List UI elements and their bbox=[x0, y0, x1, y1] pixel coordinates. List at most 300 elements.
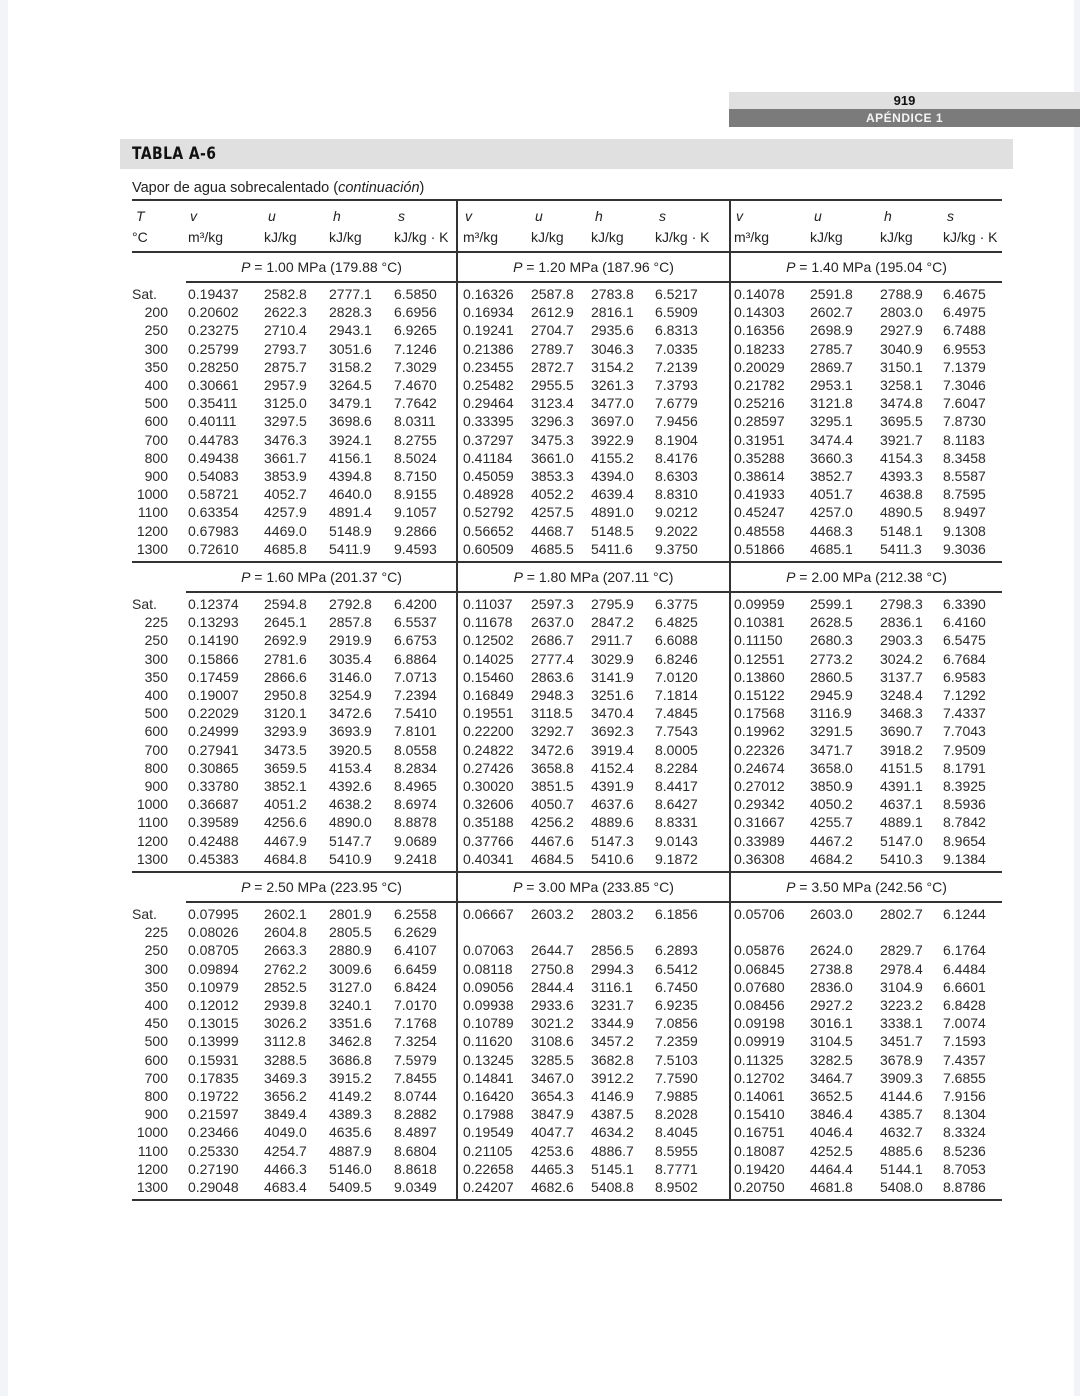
value-cell: 0.31951 bbox=[734, 431, 785, 448]
value-cell: 8.4965 bbox=[394, 778, 437, 794]
temperature-cell: 700 bbox=[144, 741, 168, 758]
value-cell: 4885.6 bbox=[880, 1142, 923, 1159]
value-cell: 3116.1 bbox=[591, 978, 633, 995]
value-cell: 4391.9 bbox=[591, 778, 634, 794]
value-cell: 4052.2 bbox=[531, 486, 574, 503]
value-cell: 6.9265 bbox=[394, 322, 437, 339]
value-cell: 2612.9 bbox=[531, 304, 574, 321]
temperature-cell: 400 bbox=[144, 377, 168, 393]
value-cell: 8.9654 bbox=[943, 832, 986, 849]
header-h-symbol: h bbox=[884, 208, 892, 224]
value-cell: 4393.3 bbox=[880, 468, 923, 484]
value-cell: 5147.0 bbox=[880, 832, 923, 849]
value-cell: 4387.5 bbox=[591, 1106, 634, 1123]
temperature-cell: 500 bbox=[144, 1033, 168, 1050]
value-cell: 4465.3 bbox=[531, 1160, 574, 1177]
pressure-label: P = 1.00 MPa (179.88 °C) bbox=[241, 259, 402, 275]
value-cell: 6.7684 bbox=[943, 650, 986, 667]
vertical-rule bbox=[729, 870, 731, 1199]
value-cell: 3009.6 bbox=[329, 960, 372, 977]
value-cell: 3231.7 bbox=[591, 997, 634, 1013]
header-s-unit: kJ/kg · K bbox=[655, 229, 710, 245]
value-cell: 6.5412 bbox=[655, 960, 698, 977]
value-cell: 3154.2 bbox=[591, 358, 634, 375]
value-cell: 5148.5 bbox=[591, 522, 634, 539]
value-cell: 8.7595 bbox=[943, 486, 986, 503]
value-cell: 3474.8 bbox=[880, 395, 923, 412]
value-cell: 0.35188 bbox=[463, 814, 514, 831]
pressure-label: P = 3.50 MPa (242.56 °C) bbox=[786, 879, 947, 895]
value-cell: 0.36687 bbox=[188, 796, 239, 813]
value-cell: 0.63354 bbox=[188, 504, 239, 521]
value-cell: 0.29464 bbox=[463, 395, 514, 412]
value-cell: 4682.6 bbox=[531, 1179, 574, 1195]
value-cell: 0.60509 bbox=[463, 540, 514, 557]
temperature-cell: 700 bbox=[144, 1069, 168, 1086]
vertical-rule bbox=[456, 560, 458, 871]
value-cell: 2686.7 bbox=[531, 632, 574, 649]
value-cell: 2582.8 bbox=[264, 286, 307, 302]
value-cell: 6.8864 bbox=[394, 650, 437, 667]
header-v-symbol: v bbox=[190, 208, 197, 224]
value-cell: 2953.1 bbox=[810, 377, 853, 393]
value-cell: 3108.6 bbox=[531, 1033, 574, 1050]
value-cell: 3116.9 bbox=[810, 705, 852, 722]
temperature-cell: Sat. bbox=[132, 906, 157, 922]
value-cell: 2945.9 bbox=[810, 687, 853, 703]
value-cell: 3464.7 bbox=[810, 1069, 853, 1086]
temperature-cell: 700 bbox=[144, 431, 168, 448]
value-cell: 2644.7 bbox=[531, 942, 574, 959]
value-cell: 0.09919 bbox=[734, 1033, 785, 1050]
value-cell: 8.0558 bbox=[394, 741, 437, 758]
value-cell: 3127.0 bbox=[329, 978, 372, 995]
value-cell: 3344.9 bbox=[591, 1015, 634, 1032]
value-cell: 6.2629 bbox=[394, 924, 437, 941]
value-cell: 3016.1 bbox=[810, 1015, 853, 1032]
value-cell: 6.3390 bbox=[943, 596, 986, 612]
value-cell: 6.1764 bbox=[943, 942, 986, 959]
value-cell: 3282.5 bbox=[810, 1051, 853, 1068]
temperature-cell: 1000 bbox=[136, 486, 168, 503]
value-cell: 7.7543 bbox=[655, 723, 698, 740]
temperature-cell: 900 bbox=[144, 1106, 168, 1123]
value-cell: 9.1384 bbox=[943, 850, 986, 867]
header-T-unit: °C bbox=[132, 229, 148, 245]
value-cell: 3297.5 bbox=[264, 413, 307, 430]
value-cell: 4886.7 bbox=[591, 1142, 634, 1159]
value-cell: 6.8246 bbox=[655, 650, 698, 667]
value-cell: 8.5587 bbox=[943, 468, 986, 484]
value-cell: 8.2028 bbox=[655, 1106, 698, 1123]
table-title-bar bbox=[120, 139, 1013, 169]
value-cell: 4051.2 bbox=[264, 796, 307, 813]
value-cell: 2805.5 bbox=[329, 924, 372, 941]
value-cell: 4467.6 bbox=[531, 832, 574, 849]
value-cell: 8.7842 bbox=[943, 814, 986, 831]
value-cell: 3029.9 bbox=[591, 650, 634, 667]
value-cell: 0.17835 bbox=[188, 1069, 239, 1086]
value-cell: 4469.0 bbox=[264, 522, 307, 539]
value-cell: 0.13015 bbox=[188, 1015, 239, 1032]
header-v-unit: m³/kg bbox=[734, 229, 769, 245]
temperature-cell: 300 bbox=[144, 960, 168, 977]
value-cell: 8.1183 bbox=[943, 431, 985, 448]
value-cell: 4684.5 bbox=[531, 850, 574, 867]
value-cell: 8.0744 bbox=[394, 1088, 437, 1104]
temperature-cell: Sat. bbox=[132, 286, 157, 302]
value-cell: 0.10381 bbox=[734, 614, 785, 631]
temperature-cell: 1300 bbox=[136, 540, 168, 557]
temperature-cell: 1000 bbox=[136, 796, 168, 813]
value-cell: 2587.8 bbox=[531, 286, 574, 302]
value-cell: 3291.5 bbox=[810, 723, 853, 740]
value-cell: 2828.3 bbox=[329, 304, 372, 321]
value-cell: 2777.4 bbox=[531, 650, 574, 667]
temperature-cell: 600 bbox=[144, 723, 168, 740]
value-cell: 8.6303 bbox=[655, 468, 698, 484]
value-cell: 7.3254 bbox=[394, 1033, 437, 1050]
value-cell: 0.06845 bbox=[734, 960, 785, 977]
value-cell: 0.22326 bbox=[734, 741, 785, 758]
value-cell: 0.13245 bbox=[463, 1051, 514, 1068]
value-cell: 5145.1 bbox=[591, 1160, 634, 1177]
value-cell: 5147.7 bbox=[329, 832, 372, 849]
value-cell: 2950.8 bbox=[264, 687, 307, 703]
value-cell: 2750.8 bbox=[531, 960, 574, 977]
value-cell: 6.7450 bbox=[655, 978, 698, 995]
value-cell: 6.5217 bbox=[655, 286, 698, 302]
value-cell: 4255.7 bbox=[810, 814, 853, 831]
temperature-cell: 500 bbox=[144, 705, 168, 722]
value-cell: 7.6855 bbox=[943, 1069, 986, 1086]
value-cell: 0.37297 bbox=[463, 431, 514, 448]
value-cell: 0.20602 bbox=[188, 304, 239, 321]
temperature-cell: 225 bbox=[144, 924, 168, 941]
value-cell: 0.33989 bbox=[734, 832, 785, 849]
value-cell: 9.2022 bbox=[655, 522, 698, 539]
value-cell: 4257.0 bbox=[810, 504, 853, 521]
value-cell: 7.1379 bbox=[943, 358, 986, 375]
value-cell: 3024.2 bbox=[880, 650, 923, 667]
value-cell: 5411.9 bbox=[329, 540, 371, 557]
value-cell: 0.45383 bbox=[188, 850, 239, 867]
value-cell: 3919.4 bbox=[591, 741, 634, 758]
value-cell: 0.11150 bbox=[734, 632, 783, 649]
value-cell: 2680.3 bbox=[810, 632, 853, 649]
value-cell: 3251.6 bbox=[591, 687, 634, 703]
value-cell: 2939.8 bbox=[264, 997, 307, 1013]
value-cell: 3920.5 bbox=[329, 741, 372, 758]
value-cell: 3921.7 bbox=[880, 431, 923, 448]
value-cell: 4632.7 bbox=[880, 1124, 923, 1141]
value-cell: 2645.1 bbox=[264, 614, 307, 631]
value-cell: 4257.9 bbox=[264, 504, 307, 521]
value-cell: 4639.4 bbox=[591, 486, 634, 503]
value-cell: 2781.6 bbox=[264, 650, 307, 667]
value-cell: 3692.3 bbox=[591, 723, 634, 740]
value-cell: 6.4484 bbox=[943, 960, 986, 977]
value-cell: 0.10789 bbox=[463, 1015, 514, 1032]
header-u-unit: kJ/kg bbox=[810, 229, 843, 245]
value-cell: 5409.5 bbox=[329, 1179, 372, 1195]
value-cell: 4152.4 bbox=[591, 759, 634, 776]
value-cell: 4149.2 bbox=[329, 1088, 372, 1104]
value-cell: 2594.8 bbox=[264, 596, 307, 612]
value-cell: 3850.9 bbox=[810, 778, 853, 794]
temperature-cell: 1200 bbox=[136, 522, 168, 539]
value-cell: 2856.5 bbox=[591, 942, 634, 959]
value-cell: 7.9885 bbox=[655, 1088, 698, 1104]
value-cell: 3288.5 bbox=[264, 1051, 307, 1068]
section-label: APÉNDICE 1 bbox=[729, 109, 1080, 127]
value-cell: 3472.6 bbox=[329, 705, 372, 722]
temperature-cell: 350 bbox=[144, 358, 168, 375]
value-cell: 4391.1 bbox=[880, 778, 923, 794]
value-cell: 6.8428 bbox=[943, 997, 986, 1013]
value-cell: 4634.2 bbox=[591, 1124, 634, 1141]
value-cell: 7.5979 bbox=[394, 1051, 437, 1068]
value-cell: 0.15866 bbox=[188, 650, 239, 667]
temperature-cell: 400 bbox=[144, 687, 168, 703]
value-cell: 0.22029 bbox=[188, 705, 239, 722]
value-cell: 6.9583 bbox=[943, 668, 986, 685]
value-cell: 9.2866 bbox=[394, 522, 437, 539]
value-cell: 0.54083 bbox=[188, 468, 239, 484]
horizontal-rule bbox=[132, 871, 1002, 873]
value-cell: 2792.8 bbox=[329, 596, 372, 612]
value-cell: 2933.6 bbox=[531, 997, 574, 1013]
value-cell: 3248.4 bbox=[880, 687, 923, 703]
value-cell: 6.4825 bbox=[655, 614, 698, 631]
pressure-label: P = 1.20 MPa (187.96 °C) bbox=[513, 259, 674, 275]
value-cell: 0.29048 bbox=[188, 1179, 239, 1195]
value-cell: 2872.7 bbox=[531, 358, 574, 375]
value-cell: 4392.6 bbox=[329, 778, 372, 794]
value-cell: 2624.0 bbox=[810, 942, 853, 959]
table-subtitle: Vapor de agua sobrecalentado (continuación) bbox=[132, 180, 425, 196]
header-v-unit: m³/kg bbox=[463, 229, 498, 245]
value-cell: 6.6459 bbox=[394, 960, 437, 977]
value-cell: 2603.0 bbox=[810, 906, 853, 922]
value-cell: 3469.3 bbox=[264, 1069, 307, 1086]
value-cell: 5410.3 bbox=[880, 850, 923, 867]
value-cell: 6.4160 bbox=[943, 614, 986, 631]
value-cell: 0.13293 bbox=[188, 614, 239, 631]
value-cell: 3922.9 bbox=[591, 431, 634, 448]
value-cell: 8.8786 bbox=[943, 1179, 986, 1195]
value-cell: 9.0143 bbox=[655, 832, 698, 849]
value-cell: 0.38614 bbox=[734, 468, 785, 484]
value-cell: 2816.1 bbox=[591, 304, 634, 321]
subtitle-note: continuación bbox=[338, 180, 420, 196]
value-cell: 3473.5 bbox=[264, 741, 307, 758]
value-cell: 4468.7 bbox=[531, 522, 574, 539]
value-cell: 7.5410 bbox=[394, 705, 437, 722]
value-cell: 4144.6 bbox=[880, 1088, 923, 1104]
value-cell: 4389.3 bbox=[329, 1106, 372, 1123]
value-cell: 0.27190 bbox=[188, 1160, 239, 1177]
value-cell: 0.24822 bbox=[463, 741, 514, 758]
horizontal-rule bbox=[132, 199, 1002, 201]
value-cell: 2927.2 bbox=[810, 997, 853, 1013]
value-cell: 8.5236 bbox=[943, 1142, 986, 1159]
value-cell: 4681.8 bbox=[810, 1179, 853, 1195]
value-cell: 4146.9 bbox=[591, 1088, 634, 1104]
value-cell: 0.24999 bbox=[188, 723, 239, 740]
value-cell: 5408.8 bbox=[591, 1179, 634, 1195]
value-cell: 3026.2 bbox=[264, 1015, 307, 1032]
value-cell: 3846.4 bbox=[810, 1106, 853, 1123]
value-cell: 7.1593 bbox=[943, 1033, 986, 1050]
value-cell: 6.6601 bbox=[943, 978, 986, 995]
value-cell: 9.1057 bbox=[394, 504, 437, 521]
value-cell: 3125.0 bbox=[264, 395, 307, 412]
value-cell: 8.1791 bbox=[943, 759, 986, 776]
value-cell: 7.3029 bbox=[394, 358, 437, 375]
temperature-cell: 1200 bbox=[136, 832, 168, 849]
value-cell: 0.15122 bbox=[734, 687, 785, 703]
value-cell: 0.14025 bbox=[463, 650, 514, 667]
pressure-label: P = 1.40 MPa (195.04 °C) bbox=[786, 259, 947, 275]
value-cell: 6.9553 bbox=[943, 340, 986, 357]
value-cell: 6.2558 bbox=[394, 906, 437, 922]
value-cell: 8.4045 bbox=[655, 1124, 698, 1141]
value-cell: 3660.3 bbox=[810, 449, 853, 466]
value-cell: 0.05876 bbox=[734, 942, 785, 959]
value-cell: 0.20750 bbox=[734, 1179, 785, 1195]
temperature-cell: 300 bbox=[144, 650, 168, 667]
value-cell: 2591.8 bbox=[810, 286, 853, 302]
value-cell: 3462.8 bbox=[329, 1033, 372, 1050]
value-cell: 0.51866 bbox=[734, 540, 785, 557]
value-cell: 5408.0 bbox=[880, 1179, 923, 1195]
horizontal-rule bbox=[186, 591, 1002, 593]
value-cell: 0.44783 bbox=[188, 431, 239, 448]
value-cell: 2777.1 bbox=[329, 286, 372, 302]
value-cell: 5146.0 bbox=[329, 1160, 372, 1177]
value-cell: 2911.7 bbox=[591, 632, 633, 649]
value-cell: 4637.1 bbox=[880, 796, 923, 813]
value-cell: 8.9155 bbox=[394, 486, 437, 503]
value-cell: 0.16356 bbox=[734, 322, 785, 339]
value-cell: 3295.1 bbox=[810, 413, 853, 430]
value-cell: 3123.4 bbox=[531, 395, 574, 412]
value-cell: 0.17459 bbox=[188, 668, 239, 685]
value-cell: 2919.9 bbox=[329, 632, 372, 649]
value-cell: 3258.1 bbox=[880, 377, 923, 393]
value-cell: 8.5024 bbox=[394, 449, 437, 466]
value-cell: 8.3324 bbox=[943, 1124, 986, 1141]
value-cell: 7.2359 bbox=[655, 1033, 698, 1050]
value-cell: 0.12012 bbox=[188, 997, 239, 1013]
value-cell: 2698.9 bbox=[810, 322, 853, 339]
value-cell: 2802.7 bbox=[880, 906, 923, 922]
temperature-cell: 800 bbox=[144, 449, 168, 466]
value-cell: 7.1246 bbox=[394, 340, 437, 357]
value-cell: 0.27426 bbox=[463, 759, 514, 776]
value-cell: 2801.9 bbox=[329, 906, 372, 922]
value-cell: 2773.2 bbox=[810, 650, 853, 667]
value-cell: 0.67983 bbox=[188, 522, 239, 539]
value-cell: 3656.2 bbox=[264, 1088, 307, 1104]
value-cell: 7.7590 bbox=[655, 1069, 698, 1086]
value-cell: 6.5909 bbox=[655, 304, 698, 321]
value-cell: 7.7642 bbox=[394, 395, 437, 412]
value-cell: 0.13999 bbox=[188, 1033, 239, 1050]
value-cell: 6.8424 bbox=[394, 978, 437, 995]
value-cell: 0.09938 bbox=[463, 997, 514, 1013]
value-cell: 4685.1 bbox=[810, 540, 853, 557]
value-cell: 0.21597 bbox=[188, 1106, 239, 1123]
header-u-symbol: u bbox=[268, 208, 276, 224]
header-s-unit: kJ/kg · K bbox=[943, 229, 998, 245]
value-cell: 3690.7 bbox=[880, 723, 923, 740]
value-cell: 3285.5 bbox=[531, 1051, 574, 1068]
value-cell: 8.6804 bbox=[394, 1142, 437, 1159]
value-cell: 2663.3 bbox=[264, 942, 307, 959]
value-cell: 2863.6 bbox=[531, 668, 574, 685]
vertical-rule bbox=[729, 560, 731, 871]
value-cell: 0.19241 bbox=[463, 322, 514, 339]
horizontal-rule bbox=[132, 251, 1002, 253]
value-cell: 2710.4 bbox=[264, 322, 307, 339]
value-cell: 0.30865 bbox=[188, 759, 239, 776]
temperature-cell: 800 bbox=[144, 759, 168, 776]
value-cell: 0.28597 bbox=[734, 413, 785, 430]
value-cell: 4468.3 bbox=[810, 522, 853, 539]
horizontal-rule bbox=[186, 281, 1002, 283]
value-cell: 0.12374 bbox=[188, 596, 239, 612]
value-cell: 4394.0 bbox=[591, 468, 634, 484]
value-cell: 3351.6 bbox=[329, 1015, 372, 1032]
value-cell: 2622.3 bbox=[264, 304, 307, 321]
value-cell: 2927.9 bbox=[880, 322, 923, 339]
value-cell: 0.19551 bbox=[463, 705, 514, 722]
value-cell: 4638.2 bbox=[329, 796, 372, 813]
value-cell: 3682.8 bbox=[591, 1051, 634, 1068]
value-cell: 8.8878 bbox=[394, 814, 437, 831]
value-cell: 4684.8 bbox=[264, 850, 307, 867]
value-cell: 6.6753 bbox=[394, 632, 437, 649]
value-cell: 0.15410 bbox=[734, 1106, 785, 1123]
value-cell: 2978.4 bbox=[880, 960, 923, 977]
value-cell: 7.0335 bbox=[655, 340, 698, 357]
value-cell: 0.49438 bbox=[188, 449, 239, 466]
value-cell: 0.25216 bbox=[734, 395, 785, 412]
value-cell: 3471.7 bbox=[810, 741, 853, 758]
value-cell: 8.7053 bbox=[943, 1160, 986, 1177]
header-h-unit: kJ/kg bbox=[591, 229, 624, 245]
value-cell: 3292.7 bbox=[531, 723, 574, 740]
temperature-cell: 900 bbox=[144, 778, 168, 794]
value-cell: 3338.1 bbox=[880, 1015, 923, 1032]
value-cell: 4887.9 bbox=[329, 1142, 372, 1159]
value-cell: 0.27941 bbox=[188, 741, 239, 758]
value-cell: 7.2394 bbox=[394, 687, 437, 703]
temperature-cell: 250 bbox=[144, 942, 168, 959]
value-cell: 3150.1 bbox=[880, 358, 923, 375]
value-cell: 3659.5 bbox=[264, 759, 307, 776]
value-cell: 0.45059 bbox=[463, 468, 514, 484]
horizontal-rule bbox=[132, 561, 1002, 563]
value-cell: 0.08705 bbox=[188, 942, 239, 959]
value-cell: 4047.7 bbox=[531, 1124, 574, 1141]
value-cell: 3695.5 bbox=[880, 413, 923, 430]
value-cell: 4252.5 bbox=[810, 1142, 853, 1159]
value-cell: 0.11325 bbox=[734, 1051, 784, 1068]
value-cell: 4051.7 bbox=[810, 486, 853, 503]
